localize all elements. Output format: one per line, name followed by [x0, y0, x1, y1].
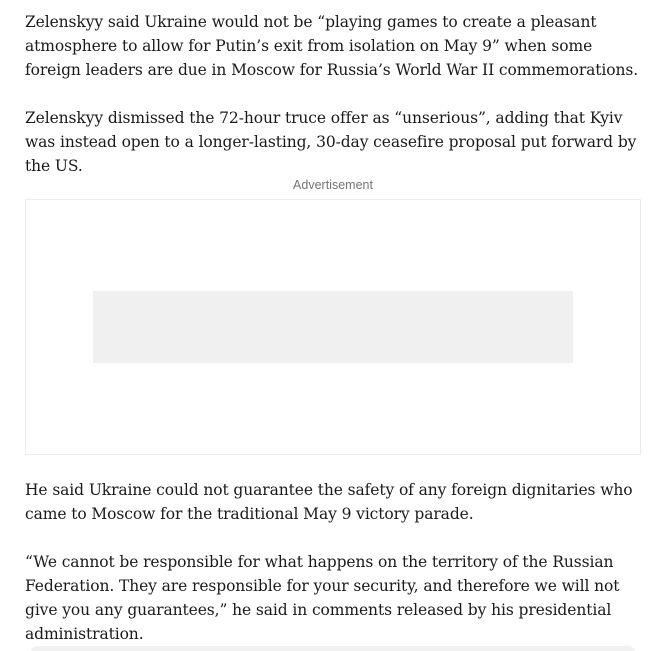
advertisement-placeholder[interactable] [93, 291, 573, 363]
article-paragraph: Zelenskyy said Ukraine would not be “playing games to create a pleasant atmosphere to allow for Putin’s exit from isolation on May 9” when some foreign leaders are due in Moscow for Russia’s World War II commemorations. [25, 13, 639, 79]
embedded-card[interactable] [30, 646, 636, 651]
article-paragraph: Zelenskyy dismissed the 72-hour truce offer as “unserious”, adding that Kyiv was instead open to a longer-lasting, 30-day ceasefire proposal put forward by the US. [25, 109, 637, 175]
article-paragraph: He said Ukraine could not guarantee the safety of any foreign dignitaries who came to Moscow for the traditional May 9 victory parade. [25, 481, 633, 523]
article-paragraph: “We cannot be responsible for what happens on the territory of the Russian Federation. They are responsible for your security, and therefore we will not give you any guarantees,” he said in comments released by his presidential administration. [25, 553, 620, 643]
advertisement-slot[interactable] [25, 199, 641, 455]
advertisement-label: Advertisement [293, 178, 373, 192]
